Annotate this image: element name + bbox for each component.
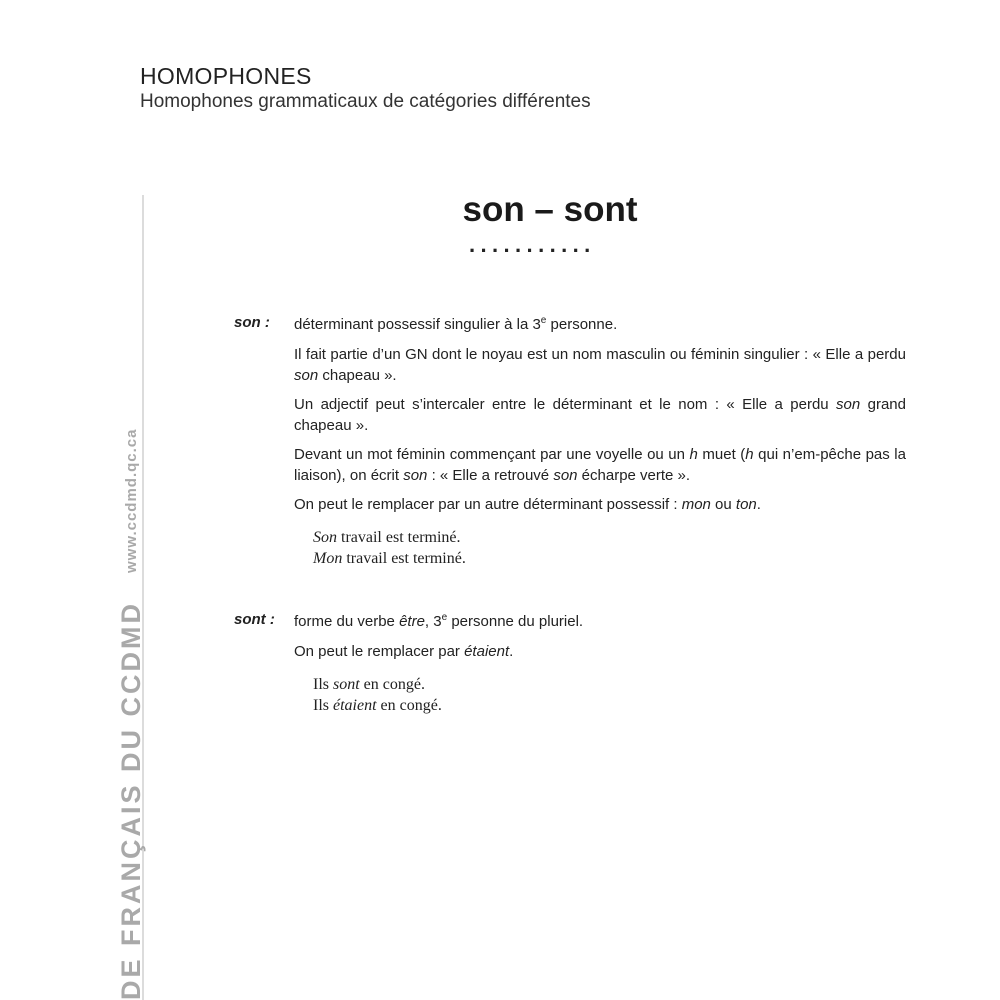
example-line: Ils sont en congé. (313, 676, 425, 693)
entry-paragraph: On peut le remplacer par étaient. (294, 643, 514, 660)
example-line: Ils étaient en congé. (313, 697, 442, 714)
sidebar-brand: DE FRANÇAIS DU CCDMD (115, 601, 146, 1000)
entry-body (294, 314, 906, 569)
page-title: son – sont (462, 190, 638, 229)
example-block (313, 527, 906, 569)
header-subtitle: Homophones grammaticaux de catégories différentes (140, 91, 591, 112)
entry-term: son : (234, 314, 270, 331)
entry-definition: déterminant possessif singulier à la 3e personne. (294, 315, 618, 333)
header-title: HOMOPHONES (140, 63, 312, 89)
sidebar-vertical-text (101, 0, 161, 1000)
entry-paragraph: On peut le remplacer par un autre déterminant possessif : mon ou ton. (294, 496, 761, 513)
entry-paragraph: Un adjectif peut s’intercaler entre le déterminant et le nom : « Elle a perdu son grand chapeau ». (294, 396, 906, 434)
sidebar-url: www.ccdmd.qc.ca (122, 428, 140, 573)
entry-definition: forme du verbe être, 3e personne du pluriel. (294, 612, 584, 630)
entry-body (294, 611, 906, 716)
example-line: Mon travail est terminé. (313, 550, 466, 567)
entry-paragraph: Devant un mot féminin commençant par une voyelle ou un h muet (h qui n’em-pêche pas la liaison), on écrit son : « Elle a retrouvé son écharpe verte ». (294, 446, 906, 484)
example-line: Son travail est terminé. (313, 529, 461, 546)
entry-term: sont : (234, 611, 275, 628)
example-block (313, 674, 906, 716)
title-dotted-underline: ........... (469, 232, 596, 257)
entry-paragraph: Il fait partie d’un GN dont le noyau est un nom masculin ou féminin singulier : « Elle a perdu son chapeau ». (294, 346, 906, 384)
page-header (140, 62, 591, 114)
